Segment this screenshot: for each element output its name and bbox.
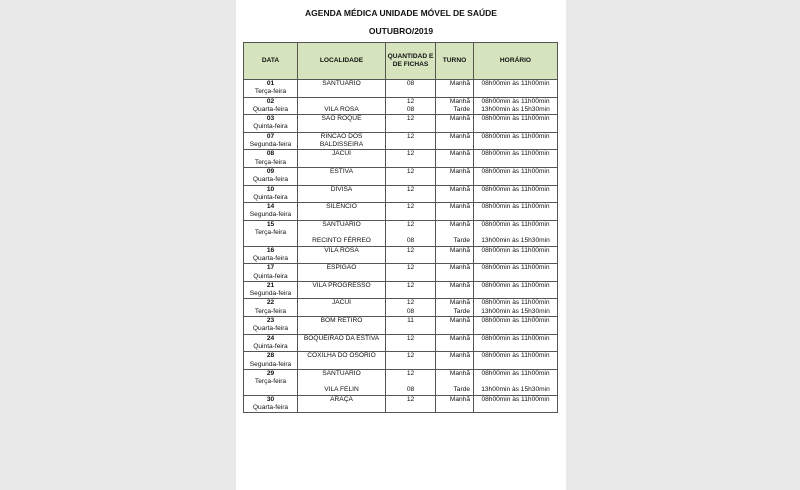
table-row bbox=[244, 264, 558, 282]
turno-line: Tarde bbox=[453, 386, 470, 394]
horario-line: 08h00min às 11h00min bbox=[481, 246, 550, 254]
cell-quantidade bbox=[386, 317, 436, 335]
turno-line: Manhã bbox=[449, 369, 470, 377]
turno-line: Manhã bbox=[449, 97, 470, 105]
weekday: Terça-feira bbox=[254, 307, 287, 315]
horario-line: 13h00min às 15h30min bbox=[481, 386, 550, 394]
cell-quantidade bbox=[386, 203, 436, 221]
day-number: 02 bbox=[266, 97, 275, 105]
cell-turno bbox=[436, 80, 474, 98]
localidade-line: RECINTO FÉRREO bbox=[312, 237, 371, 245]
cell-turno bbox=[436, 97, 474, 115]
cell-quantidade bbox=[386, 246, 436, 264]
turno-line: Manhã bbox=[449, 132, 470, 140]
table-row bbox=[244, 352, 558, 370]
cell-horario bbox=[474, 185, 558, 203]
localidade-line: JACUÍ bbox=[331, 299, 352, 307]
localidade-line: ARAÇÁ bbox=[330, 395, 353, 403]
quantidade-line bbox=[387, 229, 434, 237]
weekday: Terça-feira bbox=[254, 158, 287, 166]
day-number: 08 bbox=[266, 150, 275, 158]
localidade-line: SANTUÁRIO bbox=[322, 220, 361, 228]
quantidade-line: 08 bbox=[406, 386, 415, 394]
table-row bbox=[244, 369, 558, 395]
document-page bbox=[236, 0, 566, 490]
cell-localidade bbox=[298, 185, 386, 203]
horario-line: 08h00min às 11h00min bbox=[481, 97, 550, 105]
day-number: 23 bbox=[266, 317, 275, 325]
cell-date bbox=[244, 395, 298, 413]
quantidade-line: 12 bbox=[406, 369, 415, 377]
cell-turno bbox=[436, 185, 474, 203]
cell-horario bbox=[474, 299, 558, 317]
day-number: 07 bbox=[266, 132, 275, 140]
cell-localidade bbox=[298, 115, 386, 133]
cell-horario bbox=[474, 220, 558, 246]
cell-horario bbox=[474, 369, 558, 395]
localidade-line: BOQUEIRÃO DA ESTIVA bbox=[303, 334, 380, 342]
horario-line: 13h00min às 15h30min bbox=[481, 237, 550, 245]
localidade-line: VILA PROGRESSO bbox=[312, 281, 371, 289]
table-row bbox=[244, 80, 558, 98]
table-row bbox=[244, 299, 558, 317]
horario-line: 08h00min às 11h00min bbox=[481, 264, 550, 272]
turno-line: Manhã bbox=[449, 352, 470, 360]
localidade-line: ESTIVA bbox=[330, 167, 353, 175]
weekday: Quinta-feira bbox=[253, 272, 288, 280]
cell-date bbox=[244, 97, 298, 115]
weekday: Quinta-feira bbox=[253, 193, 288, 201]
quantidade-line: 08 bbox=[406, 307, 415, 315]
localidade-line: VILA ROSA bbox=[324, 246, 359, 254]
document-subtitle: OUTUBRO/2019 bbox=[368, 26, 434, 36]
weekday: Terça-feira bbox=[254, 88, 287, 96]
weekday: Segunda-feira bbox=[249, 141, 292, 149]
turno-line: Manhã bbox=[449, 317, 470, 325]
cell-date bbox=[244, 317, 298, 335]
day-number: 01 bbox=[266, 80, 275, 87]
cell-horario bbox=[474, 97, 558, 115]
weekday: Segunda-feira bbox=[249, 211, 292, 219]
quantidade-line: 08 bbox=[406, 237, 415, 245]
cell-quantidade bbox=[386, 369, 436, 395]
cell-date bbox=[244, 80, 298, 98]
cell-date bbox=[244, 167, 298, 185]
cell-date bbox=[244, 246, 298, 264]
weekday: Terça-feira bbox=[254, 378, 287, 386]
cell-horario bbox=[474, 80, 558, 98]
schedule-table bbox=[243, 42, 558, 413]
cell-localidade bbox=[298, 317, 386, 335]
cell-date bbox=[244, 264, 298, 282]
day-number: 17 bbox=[266, 264, 275, 272]
horario-line bbox=[475, 229, 556, 237]
cell-horario bbox=[474, 264, 558, 282]
cell-turno bbox=[436, 115, 474, 133]
horario-line: 13h00min às 15h30min bbox=[481, 307, 550, 315]
cell-turno bbox=[436, 246, 474, 264]
cell-horario bbox=[474, 167, 558, 185]
table-row bbox=[244, 150, 558, 168]
cell-localidade bbox=[298, 167, 386, 185]
cell-horario bbox=[474, 203, 558, 221]
quantidade-line: 12 bbox=[406, 132, 415, 140]
cell-date bbox=[244, 334, 298, 352]
cell-turno bbox=[436, 352, 474, 370]
cell-turno bbox=[436, 281, 474, 299]
cell-localidade bbox=[298, 395, 386, 413]
cell-localidade bbox=[298, 97, 386, 115]
cell-date bbox=[244, 132, 298, 150]
cell-quantidade bbox=[386, 334, 436, 352]
cell-localidade bbox=[298, 80, 386, 98]
horario-line: 13h00min às 15h30min bbox=[481, 105, 550, 113]
cell-date bbox=[244, 299, 298, 317]
header-localidade: LOCALIDADE bbox=[298, 43, 386, 80]
localidade-line: SANTUÁRIO bbox=[322, 369, 361, 377]
horario-line: 08h00min às 11h00min bbox=[481, 203, 550, 211]
cell-horario bbox=[474, 150, 558, 168]
quantidade-line: 08 bbox=[406, 80, 415, 87]
turno-line: Manhã bbox=[449, 281, 470, 289]
cell-quantidade bbox=[386, 115, 436, 133]
horario-line: 08h00min às 11h00min bbox=[481, 395, 550, 403]
quantidade-line: 12 bbox=[406, 281, 415, 289]
localidade-line: ESPIGÃO bbox=[326, 264, 357, 272]
weekday: Quinta-feira bbox=[253, 123, 288, 131]
table-row bbox=[244, 246, 558, 264]
localidade-line bbox=[299, 98, 384, 106]
table-row bbox=[244, 97, 558, 115]
cell-turno bbox=[436, 220, 474, 246]
table-row bbox=[244, 185, 558, 203]
day-number: 16 bbox=[266, 246, 275, 254]
cell-localidade bbox=[298, 369, 386, 395]
localidade-line: BOM RETIRO bbox=[320, 317, 363, 325]
horario-line: 08h00min às 11h00min bbox=[481, 150, 550, 158]
localidade-line: RINCÃO DOS bbox=[320, 132, 363, 140]
horario-line: 08h00min às 11h00min bbox=[481, 132, 550, 140]
cell-turno bbox=[436, 203, 474, 221]
horario-line: 08h00min às 11h00min bbox=[481, 80, 550, 87]
cell-date bbox=[244, 203, 298, 221]
turno-line: Manhã bbox=[449, 80, 470, 87]
day-number: 15 bbox=[266, 220, 275, 228]
cell-date bbox=[244, 220, 298, 246]
turno-line: Manhã bbox=[449, 246, 470, 254]
quantidade-line: 12 bbox=[406, 264, 415, 272]
turno-line: Manhã bbox=[449, 150, 470, 158]
quantidade-line: 12 bbox=[406, 246, 415, 254]
quantidade-line: 12 bbox=[406, 115, 415, 123]
cell-date bbox=[244, 352, 298, 370]
localidade-line: SILÊNCIO bbox=[326, 203, 357, 211]
localidade-line: SÃO ROQUE bbox=[321, 115, 362, 123]
quantidade-line: 12 bbox=[406, 299, 415, 307]
table-row bbox=[244, 281, 558, 299]
cell-horario bbox=[474, 132, 558, 150]
cell-localidade bbox=[298, 150, 386, 168]
cell-turno bbox=[436, 317, 474, 335]
localidade-line: COXILHA DO OSÓRIO bbox=[307, 352, 376, 360]
quantidade-line: 12 bbox=[406, 220, 415, 228]
table-row bbox=[244, 203, 558, 221]
day-number: 21 bbox=[266, 281, 275, 289]
cell-turno bbox=[436, 132, 474, 150]
cell-turno bbox=[436, 395, 474, 413]
weekday: Quarta-feira bbox=[252, 325, 289, 333]
cell-quantidade bbox=[386, 395, 436, 413]
turno-line: Manhã bbox=[449, 167, 470, 175]
horario-line: 08h00min às 11h00min bbox=[481, 115, 550, 123]
localidade-line: DIVISA bbox=[330, 185, 353, 193]
day-number: 14 bbox=[266, 203, 275, 211]
day-number: 10 bbox=[266, 185, 275, 193]
quantidade-line: 12 bbox=[406, 203, 415, 211]
horario-line: 08h00min às 11h00min bbox=[481, 220, 550, 228]
localidade-line: SANTUÁRIO bbox=[322, 80, 361, 87]
cell-quantidade bbox=[386, 299, 436, 317]
cell-horario bbox=[474, 395, 558, 413]
turno-line: Manhã bbox=[449, 395, 470, 403]
weekday: Quarta-feira bbox=[252, 105, 289, 113]
day-number: 09 bbox=[266, 167, 275, 175]
table-row bbox=[244, 132, 558, 150]
cell-quantidade bbox=[386, 80, 436, 98]
cell-localidade bbox=[298, 220, 386, 246]
quantidade-line: 08 bbox=[406, 105, 415, 113]
localidade-line: VILA FELIN bbox=[324, 386, 359, 394]
cell-turno bbox=[436, 299, 474, 317]
cell-quantidade bbox=[386, 281, 436, 299]
header-data: DATA bbox=[244, 43, 298, 80]
cell-horario bbox=[474, 246, 558, 264]
cell-localidade bbox=[298, 281, 386, 299]
cell-horario bbox=[474, 115, 558, 133]
horario-line: 08h00min às 11h00min bbox=[481, 281, 550, 289]
cell-quantidade bbox=[386, 220, 436, 246]
turno-line: Tarde bbox=[453, 237, 470, 245]
cell-localidade bbox=[298, 352, 386, 370]
quantidade-line: 11 bbox=[407, 317, 414, 325]
turno-line: Tarde bbox=[453, 105, 470, 113]
quantidade-line bbox=[387, 378, 434, 386]
turno-line: Manhã bbox=[449, 264, 470, 272]
horario-line: 08h00min às 11h00min bbox=[481, 299, 550, 307]
cell-turno bbox=[436, 334, 474, 352]
cell-quantidade bbox=[386, 264, 436, 282]
cell-date bbox=[244, 369, 298, 395]
header-turno: TURNO bbox=[436, 43, 474, 80]
cell-localidade bbox=[298, 299, 386, 317]
localidade-line: BALDISSEIRA bbox=[319, 141, 364, 149]
day-number: 03 bbox=[266, 115, 275, 123]
cell-horario bbox=[474, 334, 558, 352]
cell-quantidade bbox=[386, 132, 436, 150]
cell-turno bbox=[436, 369, 474, 395]
turno-line: Manhã bbox=[449, 299, 470, 307]
quantidade-line: 12 bbox=[406, 97, 415, 105]
cell-quantidade bbox=[386, 352, 436, 370]
quantidade-line: 12 bbox=[406, 352, 415, 360]
table-row bbox=[244, 317, 558, 335]
turno-line: Manhã bbox=[449, 203, 470, 211]
cell-date bbox=[244, 150, 298, 168]
day-number: 29 bbox=[266, 369, 275, 377]
horario-line: 08h00min às 11h00min bbox=[481, 185, 550, 193]
cell-turno bbox=[436, 150, 474, 168]
localidade-line: VILA ROSA bbox=[324, 105, 359, 113]
cell-horario bbox=[474, 281, 558, 299]
cell-quantidade bbox=[386, 150, 436, 168]
horario-line: 08h00min às 11h00min bbox=[481, 369, 550, 377]
header-horario: HORÁRIO bbox=[474, 43, 558, 80]
horario-line: 08h00min às 11h00min bbox=[481, 317, 550, 325]
horario-line: 08h00min às 11h00min bbox=[481, 334, 550, 342]
cell-date bbox=[244, 115, 298, 133]
horario-line bbox=[475, 378, 556, 386]
turno-line: Manhã bbox=[449, 220, 470, 228]
day-number: 24 bbox=[266, 334, 275, 342]
table-header-row bbox=[244, 43, 558, 80]
turno-line: Manhã bbox=[449, 115, 470, 123]
table-row bbox=[244, 334, 558, 352]
turno-line bbox=[437, 229, 470, 237]
turno-line bbox=[437, 378, 470, 386]
header-quantidade: QUANTIDAD E DE FICHAS bbox=[386, 43, 436, 80]
cell-turno bbox=[436, 167, 474, 185]
weekday: Quarta-feira bbox=[252, 176, 289, 184]
cell-quantidade bbox=[386, 185, 436, 203]
weekday: Segunda-feira bbox=[249, 360, 292, 368]
day-number: 28 bbox=[266, 352, 275, 360]
cell-date bbox=[244, 281, 298, 299]
turno-line: Tarde bbox=[453, 307, 470, 315]
weekday: Terça-feira bbox=[254, 229, 287, 237]
weekday: Quarta-feira bbox=[252, 254, 289, 262]
turno-line: Manhã bbox=[449, 334, 470, 342]
document-title: AGENDA MÉDICA UNIDADE MÓVEL DE SAÚDE bbox=[305, 8, 497, 18]
table-row bbox=[244, 220, 558, 246]
cell-localidade bbox=[298, 246, 386, 264]
cell-localidade bbox=[298, 203, 386, 221]
horario-line: 08h00min às 11h00min bbox=[481, 352, 550, 360]
quantidade-line: 12 bbox=[406, 334, 415, 342]
horario-line: 08h00min às 11h00min bbox=[481, 167, 550, 175]
quantidade-line: 12 bbox=[406, 185, 415, 193]
day-number: 30 bbox=[266, 395, 275, 403]
cell-localidade bbox=[298, 264, 386, 282]
localidade-line bbox=[299, 378, 384, 386]
turno-line: Manhã bbox=[449, 185, 470, 193]
cell-localidade bbox=[298, 132, 386, 150]
cell-localidade bbox=[298, 334, 386, 352]
cell-horario bbox=[474, 317, 558, 335]
cell-date bbox=[244, 185, 298, 203]
quantidade-line: 12 bbox=[406, 150, 415, 158]
day-number: 22 bbox=[266, 299, 275, 307]
cell-horario bbox=[474, 352, 558, 370]
table-row bbox=[244, 115, 558, 133]
cell-quantidade bbox=[386, 97, 436, 115]
weekday: Quinta-feira bbox=[253, 342, 288, 350]
quantidade-line: 12 bbox=[406, 395, 415, 403]
cell-turno bbox=[436, 264, 474, 282]
weekday: Quarta-feira bbox=[252, 403, 289, 411]
cell-quantidade bbox=[386, 167, 436, 185]
weekday: Segunda-feira bbox=[249, 290, 292, 298]
quantidade-line: 12 bbox=[406, 167, 415, 175]
table-row bbox=[244, 395, 558, 413]
table-row bbox=[244, 167, 558, 185]
localidade-line: JACUÍ bbox=[331, 150, 352, 158]
